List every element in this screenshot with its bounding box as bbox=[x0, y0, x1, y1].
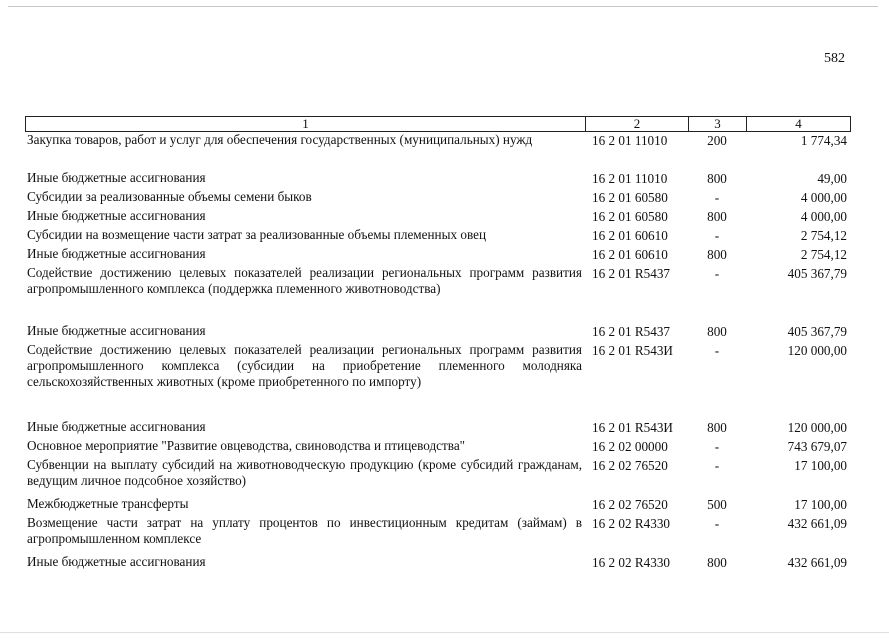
row-type: - bbox=[714, 266, 720, 281]
header-col-2: 2 bbox=[586, 117, 689, 131]
table-header bbox=[25, 116, 851, 132]
row-sum: 2 754,12 bbox=[800, 228, 847, 243]
row-sum: 405 367,79 bbox=[787, 324, 847, 339]
table-row bbox=[25, 189, 851, 208]
row-sum: 120 000,00 bbox=[787, 343, 847, 358]
row-type: - bbox=[714, 190, 720, 205]
row-code: 16 2 02 00000 bbox=[592, 439, 668, 454]
row-code: 16 2 02 R4330 bbox=[592, 516, 671, 531]
table-row bbox=[25, 132, 851, 170]
row-sum: 432 661,09 bbox=[787, 516, 847, 531]
header-col-1: 1 bbox=[26, 117, 586, 131]
row-type: - bbox=[714, 439, 720, 454]
row-sum: 432 661,09 bbox=[787, 555, 847, 570]
row-name: Содействие достижению целевых показателей реализации региональных программ развития агропромышленного комплекса (субсидии на приобретение племенного молодняка сельскохозяйственных животных (кроме приобретенного по импорту) bbox=[27, 342, 582, 389]
row-name: Межбюджетные трансферты bbox=[27, 496, 189, 511]
table-row bbox=[25, 419, 851, 438]
row-type: 800 bbox=[707, 324, 727, 339]
row-code: 16 2 01 R543И bbox=[592, 420, 673, 435]
header-col-3: 3 bbox=[689, 117, 747, 131]
table-row bbox=[25, 496, 851, 515]
row-type: 800 bbox=[707, 420, 727, 435]
row-name: Закупка товаров, работ и услуг для обеспечения государственных (муниципальных) нужд bbox=[27, 132, 533, 147]
row-name: Иные бюджетные ассигнования bbox=[27, 419, 206, 434]
scan-top-edge-line bbox=[8, 6, 878, 7]
table-row bbox=[25, 554, 851, 573]
row-code: 16 2 01 R5437 bbox=[592, 266, 671, 281]
row-type: - bbox=[714, 516, 720, 531]
row-name: Иные бюджетные ассигнования bbox=[27, 323, 206, 338]
row-type: - bbox=[714, 458, 720, 473]
row-name: Основное мероприятие "Развитие овцеводства, свиноводства и птицеводства" bbox=[27, 438, 466, 453]
table-row bbox=[25, 265, 851, 323]
page-number: 582 bbox=[824, 51, 845, 66]
table-row bbox=[25, 323, 851, 342]
row-code: 16 2 01 60610 bbox=[592, 247, 668, 262]
row-name: Иные бюджетные ассигнования bbox=[27, 208, 206, 223]
row-code: 16 2 02 76520 bbox=[592, 458, 668, 473]
row-type: - bbox=[714, 228, 720, 243]
row-code: 16 2 02 R4330 bbox=[592, 555, 671, 570]
row-sum: 4 000,00 bbox=[800, 190, 847, 205]
row-name: Субвенции на выплату субсидий на животноводческую продукцию (кроме субсидий гражданам, ведущим личное подсобное хозяйство) bbox=[27, 457, 582, 488]
row-sum: 4 000,00 bbox=[800, 209, 847, 224]
row-sum: 17 100,00 bbox=[794, 458, 847, 473]
table-row bbox=[25, 515, 851, 554]
row-name: Иные бюджетные ассигнования bbox=[27, 554, 206, 569]
budget-table bbox=[25, 116, 851, 573]
table-row bbox=[25, 227, 851, 246]
row-sum: 1 774,34 bbox=[800, 133, 847, 148]
table-row bbox=[25, 457, 851, 496]
header-col-4: 4 bbox=[795, 116, 802, 131]
row-code: 16 2 01 11010 bbox=[592, 171, 668, 186]
row-type: 800 bbox=[707, 555, 727, 570]
row-sum: 120 000,00 bbox=[787, 420, 847, 435]
row-type: 800 bbox=[707, 247, 727, 262]
table-row bbox=[25, 438, 851, 457]
table-row bbox=[25, 246, 851, 265]
row-sum: 49,00 bbox=[817, 171, 847, 186]
row-code: 16 2 01 60580 bbox=[592, 209, 668, 224]
row-type: 500 bbox=[707, 497, 727, 512]
row-sum: 743 679,07 bbox=[787, 439, 847, 454]
row-sum: 405 367,79 bbox=[787, 266, 847, 281]
table-row bbox=[25, 208, 851, 227]
row-code: 16 2 01 60610 bbox=[592, 228, 668, 243]
row-type: 800 bbox=[707, 209, 727, 224]
row-sum: 2 754,12 bbox=[800, 247, 847, 262]
row-name: Иные бюджетные ассигнования bbox=[27, 246, 206, 261]
row-type: - bbox=[714, 343, 720, 358]
row-code: 16 2 02 76520 bbox=[592, 497, 668, 512]
row-name: Субсидии за реализованные объемы семени быков bbox=[27, 189, 312, 204]
table-row bbox=[25, 342, 851, 419]
row-sum: 17 100,00 bbox=[794, 497, 847, 512]
row-type: 200 bbox=[707, 133, 727, 148]
row-code: 16 2 01 11010 bbox=[592, 133, 668, 148]
row-type: 800 bbox=[707, 171, 727, 186]
row-code: 16 2 01 R543И bbox=[592, 343, 673, 358]
row-code: 16 2 01 R5437 bbox=[592, 324, 671, 339]
table-row bbox=[25, 170, 851, 189]
scan-bottom-edge-line bbox=[0, 632, 889, 633]
row-name: Субсидии на возмещение части затрат за реализованные объемы племенных овец bbox=[27, 227, 487, 242]
row-code: 16 2 01 60580 bbox=[592, 190, 668, 205]
row-name: Возмещение части затрат на уплату процентов по инвестиционным кредитам (займам) в агропромышленном комплексе bbox=[27, 515, 582, 546]
row-name: Содействие достижению целевых показателей реализации региональных программ развития агропромышленного комплекса (поддержка племенного животноводства) bbox=[27, 265, 582, 296]
row-name: Иные бюджетные ассигнования bbox=[27, 170, 206, 185]
